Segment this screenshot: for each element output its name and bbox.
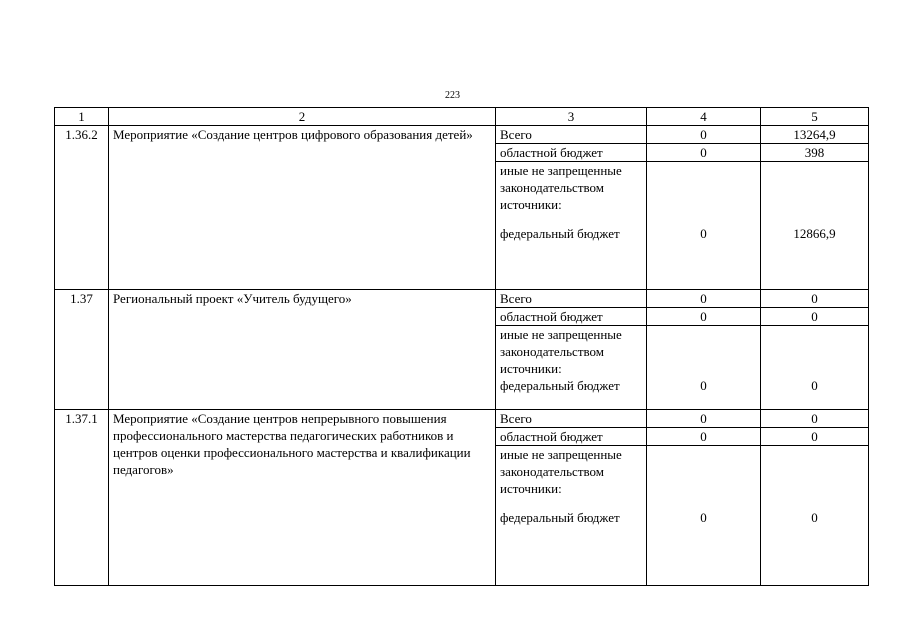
spacer (500, 526, 642, 585)
header-cell-4: 4 (647, 108, 761, 126)
source-label-regional: областной бюджет (496, 428, 647, 446)
value-col5: 0 (761, 410, 869, 428)
row-title: Мероприятие «Создание центров непрерывного повышения профессионального мастерства педагогических работников и центров оценки профессионального мастерства и квалификации педагогов» (109, 410, 496, 586)
value-col4: 0 (647, 126, 761, 144)
value-col5 (761, 162, 869, 290)
federal-value-col5: 0 (811, 378, 818, 393)
row-title: Региональный проект «Учитель будущего» (109, 290, 496, 410)
value-col4 (647, 326, 761, 410)
other-sources-text: иные не запрещенные законодательством источники: (500, 447, 622, 496)
value-col5: 0 (761, 428, 869, 446)
value-col4: 0 (647, 290, 761, 308)
source-label-total: Всего (496, 410, 647, 428)
value-col4: 0 (647, 410, 761, 428)
source-label-other (496, 326, 647, 410)
header-cell-1: 1 (55, 108, 109, 126)
source-label-regional: областной бюджет (496, 144, 647, 162)
spacer (500, 394, 642, 409)
spacer (500, 497, 642, 509)
other-sources-text: иные не запрещенные законодательством источники: (500, 327, 622, 376)
header-cell-2: 2 (109, 108, 496, 126)
table-header-row (55, 108, 869, 126)
row-number: 1.37.1 (55, 410, 109, 586)
budget-table (54, 107, 869, 586)
value-col5: 398 (761, 144, 869, 162)
value-col5 (761, 446, 869, 586)
value-col4: 0 (647, 428, 761, 446)
value-col4: 0 (647, 308, 761, 326)
value-col4 (647, 446, 761, 586)
table-row (55, 290, 869, 308)
table-row (55, 410, 869, 428)
other-sources-text: иные не запрещенные законодательством источники: (500, 163, 622, 212)
source-label-total: Всего (496, 290, 647, 308)
header-cell-5: 5 (761, 108, 869, 126)
row-number: 1.37 (55, 290, 109, 410)
value-col5 (761, 326, 869, 410)
federal-value-col5: 0 (811, 510, 818, 525)
federal-value-col4: 0 (700, 226, 707, 241)
value-col4: 0 (647, 144, 761, 162)
source-label-federal: федеральный бюджет (500, 378, 620, 393)
value-col5: 0 (761, 308, 869, 326)
value-col4 (647, 162, 761, 290)
value-col5: 13264,9 (761, 126, 869, 144)
federal-value-col4: 0 (700, 510, 707, 525)
row-title: Мероприятие «Создание центров цифрового образования детей» (109, 126, 496, 290)
source-label-other (496, 162, 647, 290)
header-cell-3: 3 (496, 108, 647, 126)
table-row (55, 126, 869, 144)
value-col5: 0 (761, 290, 869, 308)
federal-value-col4: 0 (700, 378, 707, 393)
row-number: 1.36.2 (55, 126, 109, 290)
source-label-federal: федеральный бюджет (500, 510, 620, 525)
source-label-regional: областной бюджет (496, 308, 647, 326)
spacer (500, 213, 642, 225)
source-label-federal: федеральный бюджет (500, 226, 620, 241)
source-label-other (496, 446, 647, 586)
page-number: 223 (445, 90, 460, 101)
source-label-total: Всего (496, 126, 647, 144)
spacer (500, 242, 642, 289)
federal-value-col5: 12866,9 (793, 226, 836, 241)
